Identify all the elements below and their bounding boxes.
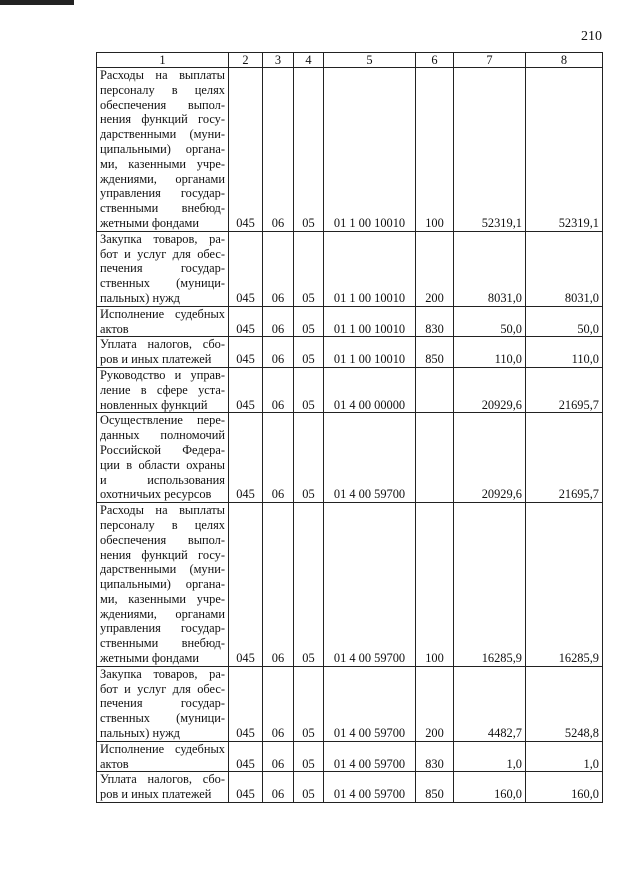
table-row — [97, 231, 603, 306]
amount-year2-cell: 21695,7 — [526, 367, 603, 412]
expense-type-cell: 200 — [416, 231, 454, 306]
description-line: Руководство и управ- — [100, 367, 225, 382]
description-line: ственными внебюд- — [100, 636, 225, 651]
subsection-code-cell: 06 — [263, 231, 294, 306]
section-code-cell: 045 — [229, 413, 263, 503]
target-article-cell: 01 1 00 10010 — [324, 337, 416, 368]
item-code-cell: 05 — [294, 772, 324, 803]
description-line: Осуществление пере- — [100, 413, 225, 428]
table-row — [97, 306, 603, 337]
section-code-cell: 045 — [229, 741, 263, 772]
expense-type-cell: 850 — [416, 337, 454, 368]
target-article-cell: 01 1 00 10010 — [324, 68, 416, 232]
amount-year2-cell: 21695,7 — [526, 413, 603, 503]
description-line: пальных) нужд — [100, 290, 180, 305]
amount-year1-cell: 4482,7 — [454, 666, 526, 741]
description-cell — [97, 741, 229, 772]
description-line: бот и услуг для обес- — [100, 681, 225, 696]
column-header: 5 — [324, 53, 416, 68]
subsection-code-cell: 06 — [263, 503, 294, 667]
description-line: Закупка товаров, ра- — [100, 231, 225, 246]
subsection-code-cell: 06 — [263, 306, 294, 337]
description-line: жетными фондами — [100, 215, 199, 230]
amount-year1-cell: 110,0 — [454, 337, 526, 368]
amount-year1-cell: 16285,9 — [454, 503, 526, 667]
description-line: ление в сфере уста- — [100, 382, 225, 397]
description-cell — [97, 367, 229, 412]
item-code-cell: 05 — [294, 503, 324, 667]
section-code-cell: 045 — [229, 231, 263, 306]
description-line: Исполнение судебных — [100, 306, 225, 321]
target-article-cell: 01 4 00 59700 — [324, 503, 416, 667]
section-code-cell: 045 — [229, 503, 263, 667]
description-cell — [97, 666, 229, 741]
description-line: охотничьих ресурсов — [100, 487, 212, 502]
description-line: ров и иных платежей — [100, 352, 212, 367]
section-code-cell: 045 — [229, 68, 263, 232]
description-line: ственных (муници- — [100, 711, 225, 726]
description-line: обеспечения выпол- — [100, 97, 225, 112]
amount-year1-cell: 20929,6 — [454, 367, 526, 412]
amount-year2-cell: 16285,9 — [526, 503, 603, 667]
table-body — [97, 53, 603, 803]
expense-type-cell: 100 — [416, 503, 454, 667]
description-line: нения функций госу- — [100, 112, 225, 127]
description-line: ственных (муници- — [100, 276, 225, 291]
description-line: дарственными (муни- — [100, 127, 225, 142]
description-line: данных полномочий — [100, 428, 225, 443]
description-line: Уплата налогов, сбо- — [100, 337, 225, 352]
column-header: 2 — [229, 53, 263, 68]
scan-edge-mark — [0, 0, 74, 5]
column-header: 3 — [263, 53, 294, 68]
description-line: ми, казенными учре- — [100, 591, 225, 606]
table-row — [97, 666, 603, 741]
description-line: обеспечения выпол- — [100, 532, 225, 547]
description-line: ров и иных платежей — [100, 787, 212, 802]
expense-type-cell: 850 — [416, 772, 454, 803]
amount-year1-cell: 160,0 — [454, 772, 526, 803]
description-line: актов — [100, 756, 129, 771]
column-header: 8 — [526, 53, 603, 68]
item-code-cell: 05 — [294, 337, 324, 368]
description-line: и использования — [100, 472, 225, 487]
table-row — [97, 413, 603, 503]
description-line: печения государ- — [100, 696, 225, 711]
amount-year2-cell: 1,0 — [526, 741, 603, 772]
section-code-cell: 045 — [229, 306, 263, 337]
section-code-cell: 045 — [229, 772, 263, 803]
description-line: персоналу в целях — [100, 517, 225, 532]
description-line: актов — [100, 321, 129, 336]
column-number-row — [97, 53, 603, 68]
description-line: Закупка товаров, ра- — [100, 666, 225, 681]
item-code-cell: 05 — [294, 306, 324, 337]
item-code-cell: 05 — [294, 68, 324, 232]
expense-type-cell — [416, 367, 454, 412]
description-line: нения функций госу- — [100, 547, 225, 562]
description-line: ципальными) органа- — [100, 577, 225, 592]
description-line: печения государ- — [100, 261, 225, 276]
description-line: управления государ- — [100, 621, 225, 636]
expense-type-cell: 830 — [416, 306, 454, 337]
description-line: пальных) нужд — [100, 726, 180, 741]
description-cell — [97, 68, 229, 232]
target-article-cell: 01 4 00 59700 — [324, 741, 416, 772]
amount-year2-cell: 160,0 — [526, 772, 603, 803]
amount-year1-cell: 50,0 — [454, 306, 526, 337]
subsection-code-cell: 06 — [263, 666, 294, 741]
description-line: дарственными (муни- — [100, 562, 225, 577]
description-cell — [97, 413, 229, 503]
description-line: персоналу в целях — [100, 82, 225, 97]
budget-table — [96, 52, 603, 803]
table-row — [97, 503, 603, 667]
amount-year2-cell: 8031,0 — [526, 231, 603, 306]
item-code-cell: 05 — [294, 231, 324, 306]
description-line: ственными внебюд- — [100, 201, 225, 216]
target-article-cell: 01 4 00 59700 — [324, 413, 416, 503]
subsection-code-cell: 06 — [263, 68, 294, 232]
description-cell — [97, 306, 229, 337]
subsection-code-cell: 06 — [263, 337, 294, 368]
amount-year2-cell: 5248,8 — [526, 666, 603, 741]
description-line: новленных функций — [100, 397, 208, 412]
description-line: управления государ- — [100, 186, 225, 201]
column-header: 4 — [294, 53, 324, 68]
column-header: 7 — [454, 53, 526, 68]
column-header: 1 — [97, 53, 229, 68]
column-header: 6 — [416, 53, 454, 68]
section-code-cell: 045 — [229, 666, 263, 741]
expense-type-cell: 830 — [416, 741, 454, 772]
target-article-cell: 01 4 00 59700 — [324, 772, 416, 803]
expense-type-cell: 100 — [416, 68, 454, 232]
section-code-cell: 045 — [229, 337, 263, 368]
target-article-cell: 01 1 00 10010 — [324, 306, 416, 337]
description-cell — [97, 772, 229, 803]
description-line: Исполнение судебных — [100, 741, 225, 756]
description-line: ми, казенными учре- — [100, 156, 225, 171]
amount-year1-cell: 20929,6 — [454, 413, 526, 503]
target-article-cell: 01 1 00 10010 — [324, 231, 416, 306]
expense-type-cell — [416, 413, 454, 503]
target-article-cell: 01 4 00 00000 — [324, 367, 416, 412]
expense-type-cell: 200 — [416, 666, 454, 741]
description-cell — [97, 231, 229, 306]
page-number: 210 — [581, 29, 602, 44]
amount-year2-cell: 52319,1 — [526, 68, 603, 232]
table-row — [97, 337, 603, 368]
subsection-code-cell: 06 — [263, 772, 294, 803]
item-code-cell: 05 — [294, 413, 324, 503]
amount-year2-cell: 50,0 — [526, 306, 603, 337]
item-code-cell: 05 — [294, 741, 324, 772]
description-line: ждениями, органами — [100, 171, 225, 186]
description-cell — [97, 337, 229, 368]
description-line: Расходы на выплаты — [100, 68, 225, 82]
subsection-code-cell: 06 — [263, 741, 294, 772]
description-line: Российской Федера- — [100, 442, 225, 457]
description-line: Уплата налогов, сбо- — [100, 772, 225, 787]
description-line: Расходы на выплаты — [100, 503, 225, 518]
amount-year1-cell: 1,0 — [454, 741, 526, 772]
table-row — [97, 367, 603, 412]
table-row — [97, 68, 603, 232]
description-line: ждениями, органами — [100, 606, 225, 621]
description-cell — [97, 503, 229, 667]
section-code-cell: 045 — [229, 367, 263, 412]
target-article-cell: 01 4 00 59700 — [324, 666, 416, 741]
description-line: бот и услуг для обес- — [100, 246, 225, 261]
description-line: ципальными) органа- — [100, 141, 225, 156]
amount-year1-cell: 52319,1 — [454, 68, 526, 232]
amount-year2-cell: 110,0 — [526, 337, 603, 368]
amount-year1-cell: 8031,0 — [454, 231, 526, 306]
description-line: жетными фондами — [100, 651, 199, 666]
table-row — [97, 772, 603, 803]
item-code-cell: 05 — [294, 666, 324, 741]
table-row — [97, 741, 603, 772]
subsection-code-cell: 06 — [263, 367, 294, 412]
description-line: ции в области охраны — [100, 457, 225, 472]
subsection-code-cell: 06 — [263, 413, 294, 503]
item-code-cell: 05 — [294, 367, 324, 412]
